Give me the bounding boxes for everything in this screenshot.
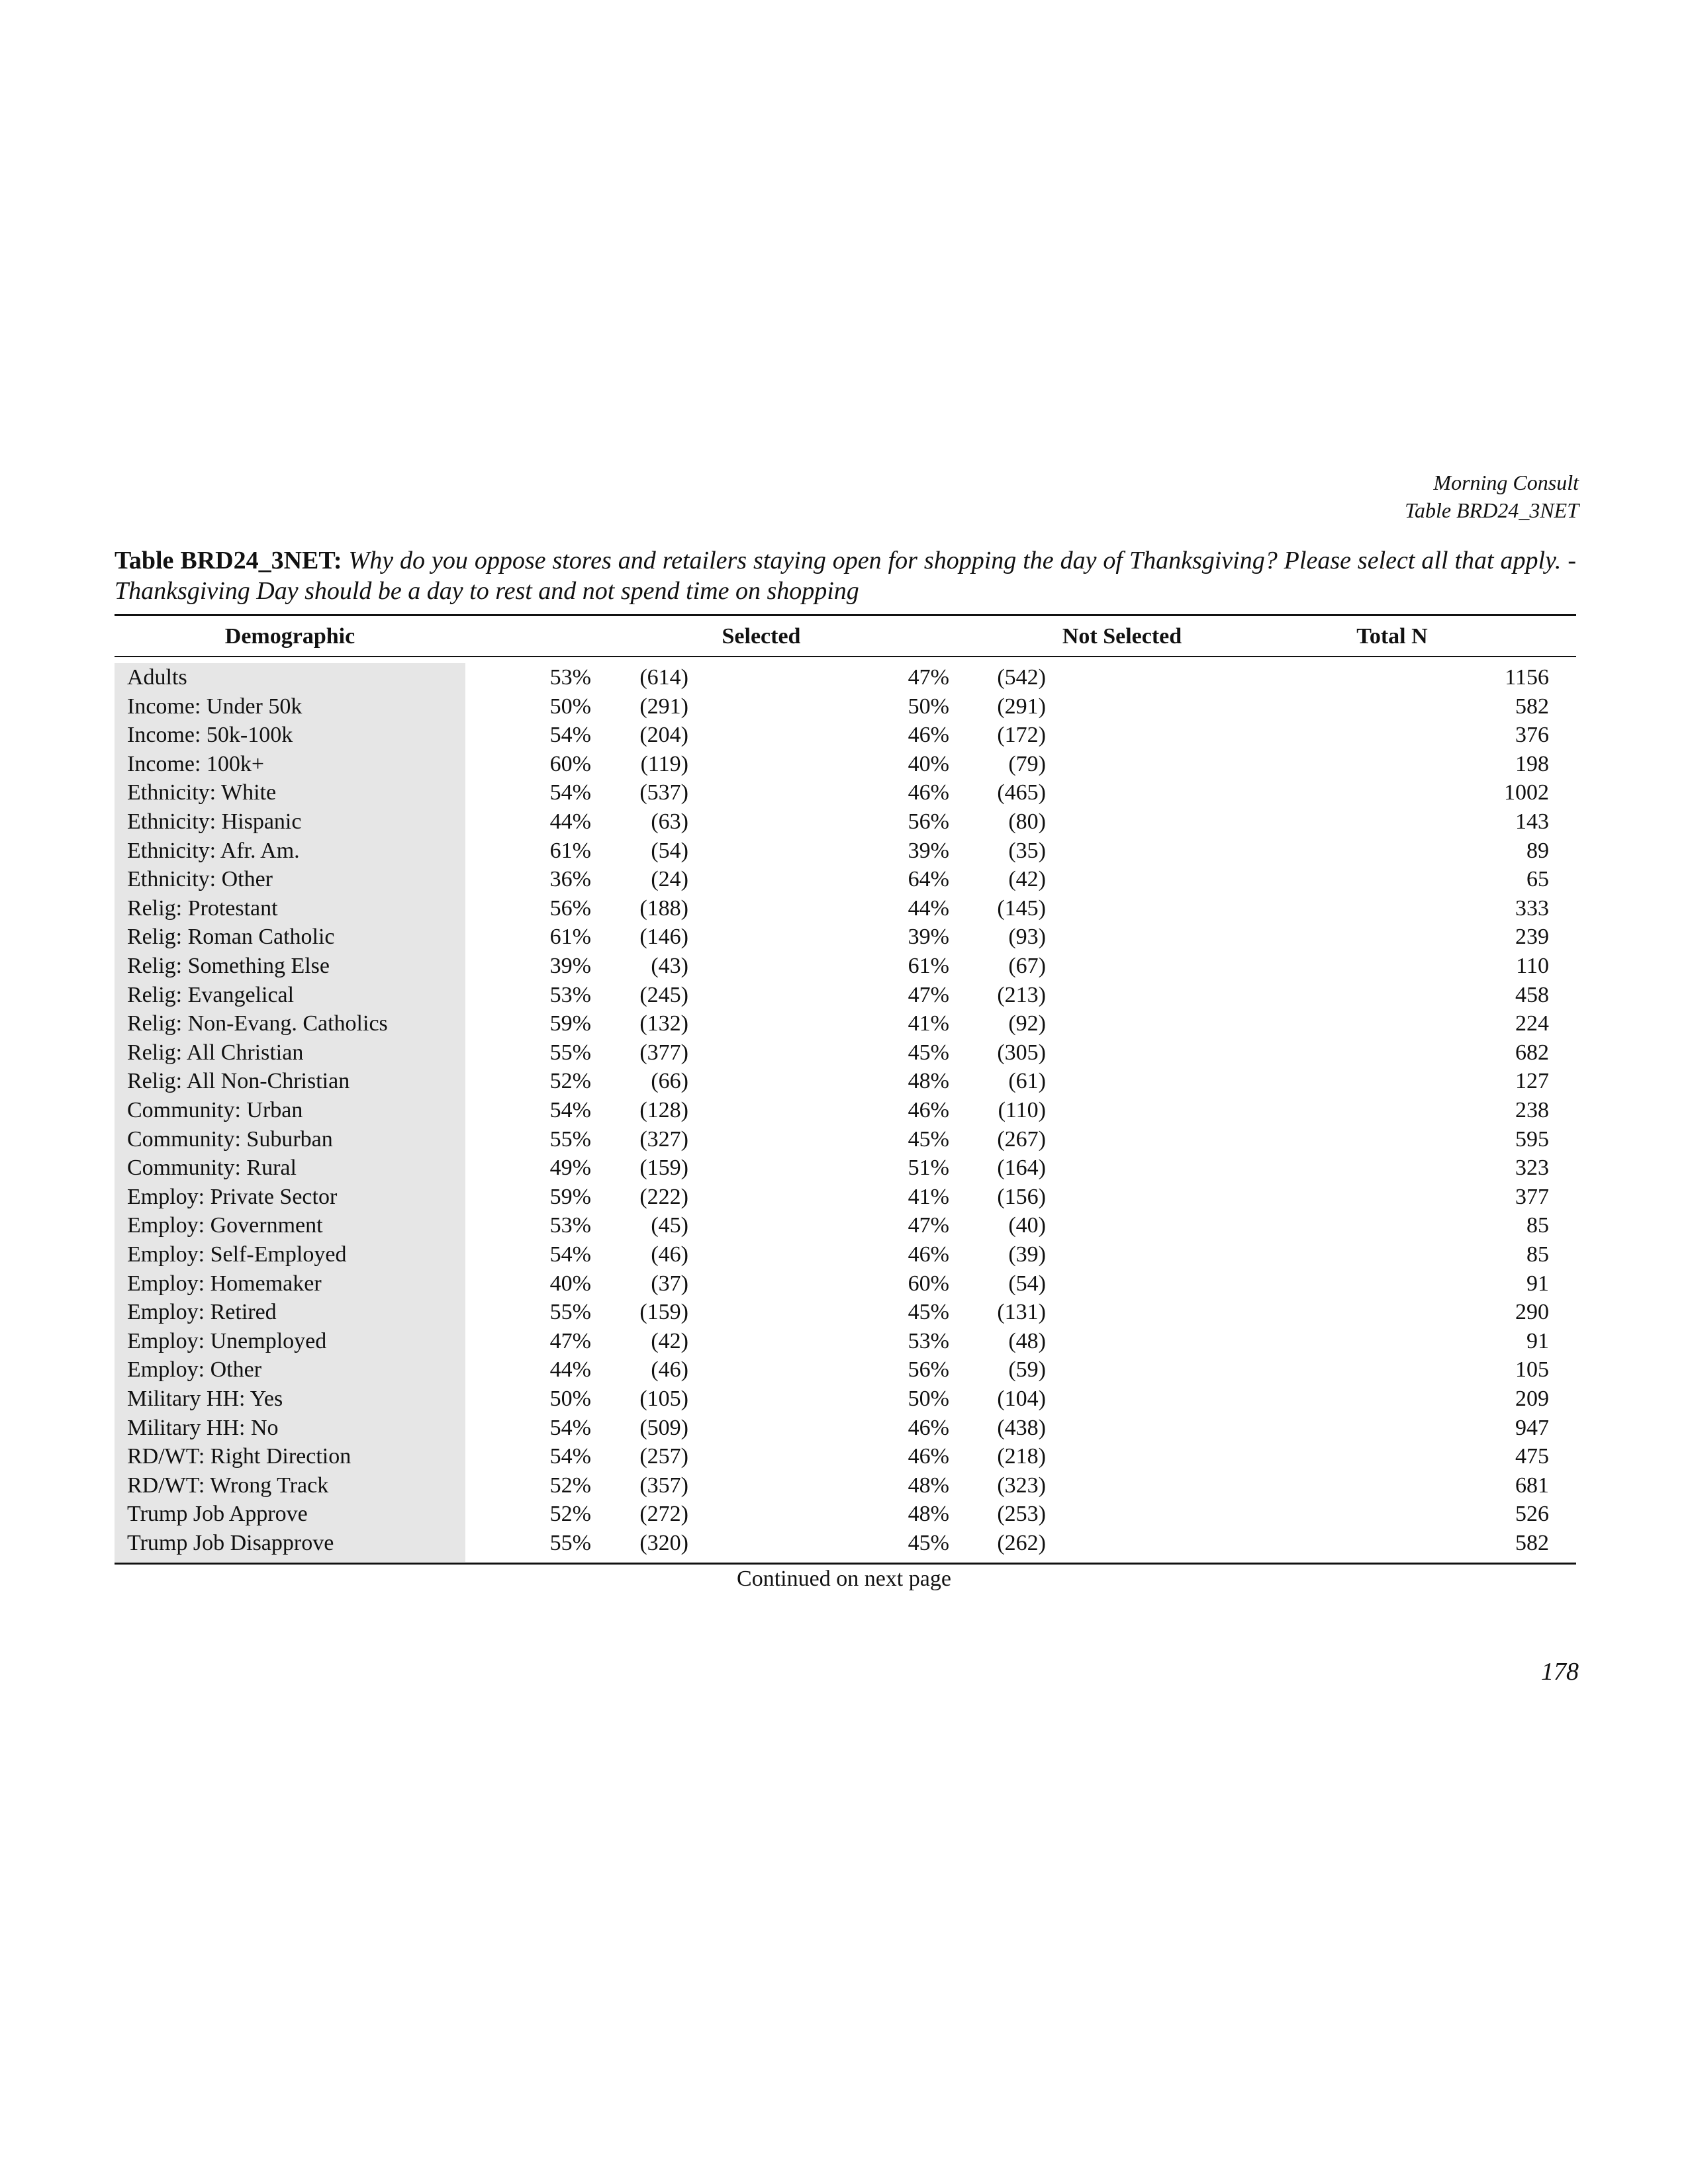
demographic-cell: Adults [127,665,187,690]
selected-pct-cell: 39% [549,954,591,978]
selected-pct-cell: 50% [549,1387,591,1411]
total-n-cell: 681 [1515,1473,1549,1498]
selected-pct-cell: 55% [549,1040,591,1065]
col-header-total: Total N [1356,624,1428,649]
not-selected-pct-cell: 47% [908,1213,949,1238]
demographic-cell: Ethnicity: White [127,780,277,805]
demographic-cell: Relig: Non-Evang. Catholics [127,1011,388,1036]
col-header-selected: Selected [722,624,801,649]
selected-n-cell: (119) [640,751,688,776]
selected-n-cell: (45) [651,1213,688,1238]
not-selected-pct-cell: 39% [908,838,949,863]
selected-n-cell: (42) [651,1328,688,1353]
not-selected-pct-cell: 45% [908,1531,949,1555]
selected-n-cell: (63) [651,809,688,834]
not-selected-n-cell: (59) [1008,1357,1046,1383]
table-row [0,1154,1688,1183]
demographic-cell: Employ: Private Sector [127,1184,338,1209]
not-selected-pct-cell: 48% [908,1473,949,1498]
selected-pct-cell: 61% [549,838,591,863]
page-header [1405,469,1579,524]
selected-n-cell: (245) [639,982,688,1007]
demographic-cell: Relig: Evangelical [127,982,295,1007]
demographic-cell: Military HH: Yes [127,1387,283,1411]
not-selected-n-cell: (80) [1008,809,1046,834]
total-n-cell: 85 [1526,1242,1549,1267]
table-row [0,778,1688,807]
not-selected-n-cell: (323) [997,1473,1046,1498]
demographic-cell: Ethnicity: Hispanic [127,809,302,834]
header-org: Morning Consult [1433,471,1579,494]
not-selected-pct-cell: 48% [908,1069,949,1094]
total-n-cell: 475 [1515,1444,1549,1469]
table-row [0,1211,1688,1240]
not-selected-pct-cell: 40% [908,751,949,776]
not-selected-pct-cell: 46% [908,780,949,805]
total-n-cell: 1002 [1504,780,1549,805]
not-selected-n-cell: (291) [997,694,1046,719]
selected-n-cell: (159) [639,1300,688,1325]
demographic-cell: Community: Suburban [127,1126,333,1152]
selected-n-cell: (43) [651,954,688,978]
total-n-cell: 238 [1515,1098,1549,1122]
table-row [0,1500,1688,1529]
table-row [0,952,1688,981]
col-header-demographic: Demographic [224,624,355,649]
table-row [0,865,1688,894]
demographic-cell: Relig: Roman Catholic [127,925,335,950]
selected-pct-cell: 54% [549,723,591,748]
selected-n-cell: (357) [639,1473,688,1498]
not-selected-n-cell: (156) [997,1184,1046,1209]
continued-note: Continued on next page [737,1567,951,1591]
table-row [0,1096,1688,1125]
selected-pct-cell: 52% [549,1473,591,1498]
table-row [0,837,1688,866]
not-selected-pct-cell: 56% [908,809,949,834]
total-n-cell: 239 [1515,925,1549,950]
selected-n-cell: (320) [639,1531,688,1555]
demographic-cell: RD/WT: Wrong Track [127,1473,329,1498]
selected-pct-cell: 52% [549,1069,591,1094]
selected-pct-cell: 59% [549,1184,591,1209]
selected-n-cell: (614) [639,665,688,690]
selected-pct-cell: 54% [549,1242,591,1267]
selected-pct-cell: 44% [549,1357,591,1383]
total-n-cell: 1156 [1505,665,1549,690]
total-n-cell: 85 [1526,1213,1549,1238]
demographic-cell: Community: Urban [127,1098,303,1122]
table-row [0,1529,1688,1558]
total-n-cell: 323 [1515,1156,1549,1181]
not-selected-pct-cell: 39% [908,925,949,950]
not-selected-n-cell: (92) [1008,1011,1046,1036]
total-n-cell: 91 [1526,1271,1549,1296]
table-row [0,1327,1688,1356]
page-number: 178 [1541,1658,1579,1686]
table-row [0,1067,1688,1096]
selected-pct-cell: 53% [549,665,591,690]
not-selected-n-cell: (218) [997,1444,1046,1469]
demographic-cell: Employ: Other [127,1357,262,1383]
demographic-cell: Employ: Unemployed [127,1328,327,1353]
demographic-cell: Employ: Retired [127,1300,277,1325]
selected-pct-cell: 47% [549,1328,591,1353]
selected-n-cell: (537) [639,780,688,805]
demographic-cell: Employ: Government [127,1213,323,1238]
table-row [0,1125,1688,1154]
selected-n-cell: (509) [639,1415,688,1440]
not-selected-pct-cell: 45% [908,1300,949,1325]
selected-pct-cell: 59% [549,1011,591,1036]
not-selected-pct-cell: 46% [908,1098,949,1122]
selected-pct-cell: 44% [549,809,591,834]
demographic-cell: Ethnicity: Afr. Am. [127,838,300,863]
not-selected-pct-cell: 50% [908,1387,949,1411]
selected-n-cell: (128) [639,1098,688,1122]
not-selected-pct-cell: 64% [908,867,949,892]
selected-pct-cell: 61% [549,925,591,950]
not-selected-pct-cell: 56% [908,1357,949,1383]
selected-n-cell: (204) [639,723,688,748]
not-selected-pct-cell: 47% [908,982,949,1007]
table-row [0,1240,1688,1269]
total-n-cell: 377 [1515,1184,1549,1209]
selected-n-cell: (66) [651,1069,688,1094]
table-row [0,1414,1688,1443]
selected-pct-cell: 56% [549,895,591,921]
total-n-cell: 91 [1526,1328,1549,1353]
table-row [0,750,1688,779]
table-row [0,923,1688,952]
not-selected-pct-cell: 53% [908,1328,949,1353]
selected-pct-cell: 54% [549,1444,591,1469]
not-selected-n-cell: (438) [997,1415,1046,1440]
not-selected-pct-cell: 48% [908,1502,949,1527]
demographic-cell: Income: 100k+ [127,751,265,776]
not-selected-n-cell: (253) [997,1502,1046,1527]
table-row [0,1385,1688,1414]
selected-n-cell: (146) [639,925,688,950]
header-rule [115,656,1576,657]
selected-pct-cell: 55% [549,1300,591,1325]
total-n-cell: 582 [1515,694,1549,719]
demographic-cell: Income: Under 50k [127,694,303,719]
not-selected-pct-cell: 45% [908,1126,949,1152]
selected-pct-cell: 54% [549,1415,591,1440]
selected-pct-cell: 52% [549,1502,591,1527]
selected-pct-cell: 54% [549,780,591,805]
selected-pct-cell: 40% [549,1271,591,1296]
not-selected-pct-cell: 46% [908,1415,949,1440]
selected-pct-cell: 60% [549,751,591,776]
demographic-cell: Employ: Self-Employed [127,1242,347,1267]
selected-n-cell: (327) [639,1126,688,1152]
not-selected-n-cell: (145) [997,895,1046,921]
total-n-cell: 105 [1515,1357,1549,1383]
not-selected-pct-cell: 47% [908,665,949,690]
table-row [0,1269,1688,1298]
selected-pct-cell: 36% [549,867,591,892]
demographic-cell: Trump Job Approve [127,1502,308,1527]
table-row [0,1298,1688,1327]
not-selected-pct-cell: 61% [908,954,949,978]
selected-n-cell: (272) [639,1502,688,1527]
not-selected-pct-cell: 44% [908,895,949,921]
selected-n-cell: (291) [639,694,688,719]
not-selected-pct-cell: 45% [908,1040,949,1065]
not-selected-n-cell: (131) [997,1300,1046,1325]
demographic-cell: Relig: Something Else [127,954,330,978]
not-selected-n-cell: (93) [1008,925,1046,950]
total-n-cell: 290 [1515,1300,1549,1325]
total-n-cell: 198 [1515,751,1549,776]
selected-n-cell: (132) [639,1011,688,1036]
not-selected-n-cell: (465) [997,780,1046,805]
not-selected-n-cell: (79) [1008,751,1046,776]
table-row [0,807,1688,837]
total-n-cell: 209 [1515,1387,1549,1411]
selected-n-cell: (54) [651,838,688,863]
total-n-cell: 458 [1515,982,1549,1007]
table-row [0,1183,1688,1212]
selected-pct-cell: 53% [549,982,591,1007]
not-selected-pct-cell: 46% [908,723,949,748]
not-selected-n-cell: (61) [1008,1069,1046,1094]
not-selected-n-cell: (164) [997,1156,1046,1181]
selected-pct-cell: 50% [549,694,591,719]
selected-pct-cell: 49% [549,1156,591,1181]
total-n-cell: 582 [1515,1531,1549,1555]
table-row [0,1038,1688,1068]
selected-pct-cell: 55% [549,1126,591,1152]
table-row [0,663,1688,692]
selected-n-cell: (46) [651,1357,688,1383]
demographic-cell: Trump Job Disapprove [127,1531,334,1555]
selected-n-cell: (105) [639,1387,688,1411]
not-selected-pct-cell: 46% [908,1444,949,1469]
total-n-cell: 143 [1515,809,1549,834]
not-selected-n-cell: (67) [1008,954,1046,978]
table-header-row [115,619,1576,654]
selected-n-cell: (257) [639,1444,688,1469]
col-header-not-selected: Not Selected [1062,624,1182,649]
not-selected-n-cell: (110) [998,1098,1046,1122]
not-selected-pct-cell: 46% [908,1242,949,1267]
table-row [0,1355,1688,1385]
not-selected-pct-cell: 51% [908,1156,949,1181]
total-n-cell: 110 [1516,954,1549,978]
top-rule [115,614,1576,616]
not-selected-n-cell: (40) [1008,1213,1046,1238]
caption-line-1 [115,545,1576,576]
not-selected-n-cell: (42) [1008,867,1046,892]
selected-n-cell: (188) [639,895,688,921]
header-table-ref: Table BRD24_3NET [1405,498,1579,522]
table-row [0,894,1688,923]
not-selected-n-cell: (104) [997,1387,1046,1411]
total-n-cell: 526 [1515,1502,1549,1527]
table-row [0,692,1688,721]
selected-pct-cell: 55% [549,1531,591,1555]
table-row [0,981,1688,1010]
selected-pct-cell: 53% [549,1213,591,1238]
not-selected-pct-cell: 50% [908,694,949,719]
demographic-cell: Community: Rural [127,1156,297,1181]
table-row [0,721,1688,750]
demographic-cell: Relig: All Christian [127,1040,304,1065]
selected-n-cell: (37) [651,1271,688,1296]
caption-line-2: Thanksgiving Day should be a day to rest and not spend time on shopping [115,577,859,605]
total-n-cell: 127 [1515,1069,1549,1094]
total-n-cell: 224 [1515,1011,1549,1036]
demographic-cell: Relig: Protestant [127,895,278,921]
demographic-cell: Employ: Homemaker [127,1271,322,1296]
table-caption [115,545,1576,606]
total-n-cell: 89 [1526,838,1549,863]
selected-n-cell: (24) [651,867,688,892]
not-selected-pct-cell: 41% [908,1011,949,1036]
total-n-cell: 947 [1515,1415,1549,1440]
total-n-cell: 682 [1515,1040,1549,1065]
not-selected-n-cell: (305) [997,1040,1046,1065]
not-selected-n-cell: (213) [997,982,1046,1007]
total-n-cell: 65 [1526,867,1549,892]
not-selected-n-cell: (267) [997,1126,1046,1152]
selected-n-cell: (159) [639,1156,688,1181]
caption-label: Table BRD24_3NET: [115,547,342,574]
not-selected-n-cell: (542) [997,665,1046,690]
demographic-cell: Relig: All Non-Christian [127,1069,350,1094]
table-row [0,1471,1688,1500]
selected-n-cell: (46) [651,1242,688,1267]
not-selected-n-cell: (262) [997,1531,1046,1555]
table-row [0,1442,1688,1471]
not-selected-pct-cell: 60% [908,1271,949,1296]
not-selected-n-cell: (39) [1008,1242,1046,1267]
table-row [0,1009,1688,1038]
not-selected-n-cell: (54) [1008,1271,1046,1296]
not-selected-n-cell: (172) [997,723,1046,748]
total-n-cell: 595 [1515,1126,1549,1152]
demographic-cell: Income: 50k-100k [127,723,293,748]
not-selected-pct-cell: 41% [908,1184,949,1209]
selected-n-cell: (377) [639,1040,688,1065]
selected-pct-cell: 54% [549,1098,591,1122]
demographic-cell: Military HH: No [127,1415,279,1440]
total-n-cell: 333 [1515,895,1549,921]
demographic-cell: RD/WT: Right Direction [127,1444,352,1469]
not-selected-n-cell: (48) [1008,1328,1046,1353]
total-n-cell: 376 [1515,723,1549,748]
caption-question: Why do you oppose stores and retailers staying open for shopping the day of Thanksgiving? Please select all that apply. - [348,547,1576,574]
demographic-cell: Ethnicity: Other [127,867,273,892]
not-selected-n-cell: (35) [1008,838,1046,863]
selected-n-cell: (222) [639,1184,688,1209]
